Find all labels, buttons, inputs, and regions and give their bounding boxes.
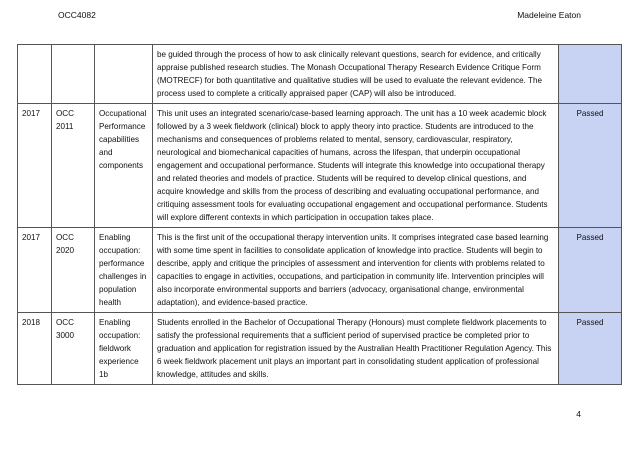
unit-description-cell: This unit uses an integrated scenario/case-based learning approach. The unit has a 10 week academic block followed by a 3 week fieldwork (clinical) block to apply theory into practice. Students are introduced to the mechanisms and consequences of problems related to mental, sensory, cardiovascular, respiratory, neurological and biomechanical capacities of humans, across the lifespan, that underpin occupational engagement and occupational performance. Students will integrate this knowledge into occupational therapy and related theories and models of practice. Students will be required to develop clinical questions, and acquire knowledge and skills from the process of describing and evaluating occupational performance, and critiquing assessment tools for evaluating occupational engagement and occupational performance. Students will explore different contexts in which participation in occupation takes place.	[153, 104, 559, 228]
year-cell	[18, 45, 52, 104]
table-row	[18, 104, 622, 228]
page-number: 4	[576, 409, 581, 419]
unit-title-cell: Enabling occupation: fieldwork experience 1b	[95, 313, 153, 385]
unit-code-cell	[52, 45, 95, 104]
result-cell	[559, 45, 622, 104]
year-cell: 2017	[18, 228, 52, 313]
year-cell: 2018	[18, 313, 52, 385]
unit-title-cell: Enabling occupation: performance challenges in population health	[95, 228, 153, 313]
unit-code-cell: OCC 3000	[52, 313, 95, 385]
unit-description-cell: be guided through the process of how to ask clinically relevant questions, search for evidence, and critically appraise published research studies. The Monash Occupational Therapy Research Evidence Critique Form (MOTRECF) for both quantitative and qualitative studies will be used to evaluate the relevant evidence. The process used to complete a critically appraised paper (CAP) will also be introduced.	[153, 45, 559, 104]
table-row	[18, 228, 622, 313]
result-cell: Passed	[559, 228, 622, 313]
table-row	[18, 45, 622, 104]
units-table	[17, 44, 622, 385]
year-cell: 2017	[18, 104, 52, 228]
unit-description-cell: This is the first unit of the occupational therapy intervention units. It comprises integrated case based learning with some time spent in facilities to consolidate application of knowledge into practice. Students will begin to describe, apply and critique the principles of assessment and intervention for clients with problems related to capacities to engage in activities, occupations, and participation in community life. Intervention principles will also incorporate environmental supports and barriers (advocacy, organisational change, environmental adaptation), and evidence-based practice.	[153, 228, 559, 313]
unit-title-cell	[95, 45, 153, 104]
header-course-code: OCC4082	[58, 10, 96, 20]
unit-description-cell: Students enrolled in the Bachelor of Occupational Therapy (Honours) must complete fieldwork placements to satisfy the professional requirements that a sufficient period of supervised practice be completed prior to graduation and application for registration issued by the Australian Health Practitioner Regulation Agency. This 6 week fieldwork placement unit plays an important part in consolidating student application of professional knowledge, attitudes and skills.	[153, 313, 559, 385]
header-author: Madeleine Eaton	[517, 10, 581, 20]
unit-code-cell: OCC 2020	[52, 228, 95, 313]
table-row	[18, 313, 622, 385]
unit-code-cell: OCC 2011	[52, 104, 95, 228]
result-cell: Passed	[559, 313, 622, 385]
unit-title-cell: Occupational Performance capabilities and components	[95, 104, 153, 228]
result-cell: Passed	[559, 104, 622, 228]
